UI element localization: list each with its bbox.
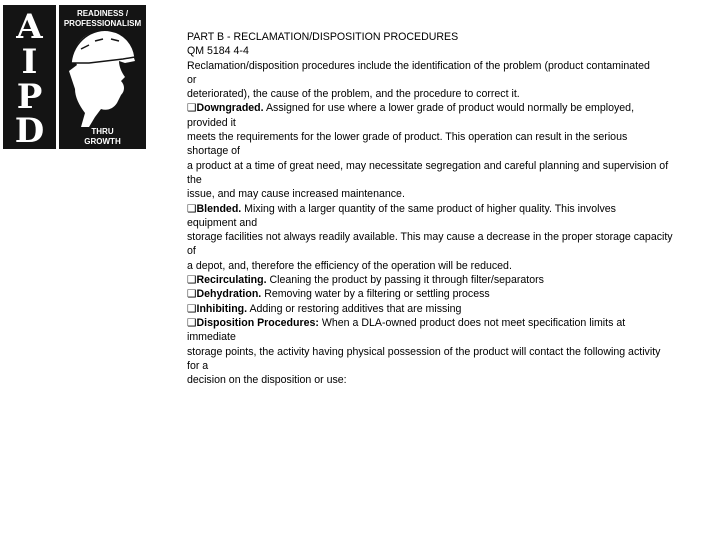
disposition-line-5: decision on the disposition or use: [187, 374, 347, 387]
bullet-recirculating [187, 273, 692, 287]
blended-line-5: a depot, and, therefore the efficiency of the operation will be reduced. [187, 259, 512, 272]
blended-line-3: storage facilities not always readily available. This may cause a decrease in the proper storage capacity [187, 231, 673, 244]
document-heading: PART B - RECLAMATION/DISPOSITION PROCEDURES [187, 31, 459, 43]
bullet-inhibiting [187, 302, 692, 316]
logo-letters-column [3, 5, 56, 149]
downgraded-line-6: the [187, 173, 202, 186]
inhibiting-text: Adding or restoring additives that are missing [247, 302, 462, 315]
disposition-line-2: immediate [187, 331, 236, 344]
downgraded-line-2: provided it [187, 116, 236, 129]
bullet-disposition [187, 316, 692, 330]
document-reference: QM 5184 4-4 [187, 45, 249, 58]
checkbox-bullet-icon: ❑ [187, 288, 197, 301]
term-inhibiting: Inhibiting. [196, 302, 248, 315]
downgraded-line-7: issue, and may cause increased maintenance. [187, 188, 405, 201]
document-body [187, 30, 692, 387]
logo-letter-a: A [16, 7, 43, 47]
checkbox-bullet-icon: ❑ [187, 102, 197, 115]
logo-top-text: READINESS / PROFESSIONALISM [63, 9, 142, 28]
aipd-logo [3, 5, 146, 149]
blended-text: Mixing with a larger quantity of the same product of higher quality. This involves [241, 202, 616, 215]
blended-line-2: equipment and [187, 216, 258, 229]
intro-line-2: or [187, 73, 197, 86]
dehydration-text: Removing water by a filtering or settling process [261, 288, 490, 301]
bullet-blended [187, 202, 692, 216]
downgraded-line-4: shortage of [187, 145, 241, 158]
term-downgraded: Downgraded. [196, 102, 264, 115]
term-disposition-procedures: Disposition Procedures: [196, 316, 319, 329]
logo-letter-i: I [21, 42, 38, 82]
disposition-line-3: storage points, the activity having physical possession of the product will contact the following activity [187, 345, 661, 358]
logo-letter-p: P [16, 77, 43, 117]
downgraded-line-3: meets the requirements for the lower grade of product. This operation can result in the serious [187, 131, 628, 144]
blended-line-4: of [187, 245, 196, 258]
term-dehydration: Dehydration. [196, 288, 262, 301]
term-blended: Blended. [196, 202, 242, 215]
intro-line-3: deteriorated), the cause of the problem, and the procedure to correct it. [187, 88, 520, 101]
bullet-dehydration [187, 287, 692, 301]
disposition-line-4: for a [187, 359, 209, 372]
intro-line-1: Reclamation/disposition procedures include the identification of the problem (product contaminated [187, 59, 650, 72]
checkbox-bullet-icon: ❑ [187, 302, 197, 315]
recirculating-text: Cleaning the product by passing it through filter/separators [266, 274, 544, 287]
logo-letter-d: D [14, 111, 45, 151]
term-recirculating: Recirculating. [196, 274, 267, 287]
checkbox-bullet-icon: ❑ [187, 274, 197, 287]
checkbox-bullet-icon: ❑ [187, 202, 197, 215]
disposition-text: When a DLA-owned product does not meet specification limits at [318, 316, 626, 329]
downgraded-text: Assigned for use where a lower grade of product would normally be employed, [263, 102, 635, 115]
logo-bottom-text: THRU GROWTH [84, 127, 121, 146]
checkbox-bullet-icon: ❑ [187, 316, 197, 329]
downgraded-line-5: a product at a time of great need, may necessitate segregation and careful planning and supervision of [187, 159, 669, 172]
bullet-downgraded [187, 101, 692, 115]
